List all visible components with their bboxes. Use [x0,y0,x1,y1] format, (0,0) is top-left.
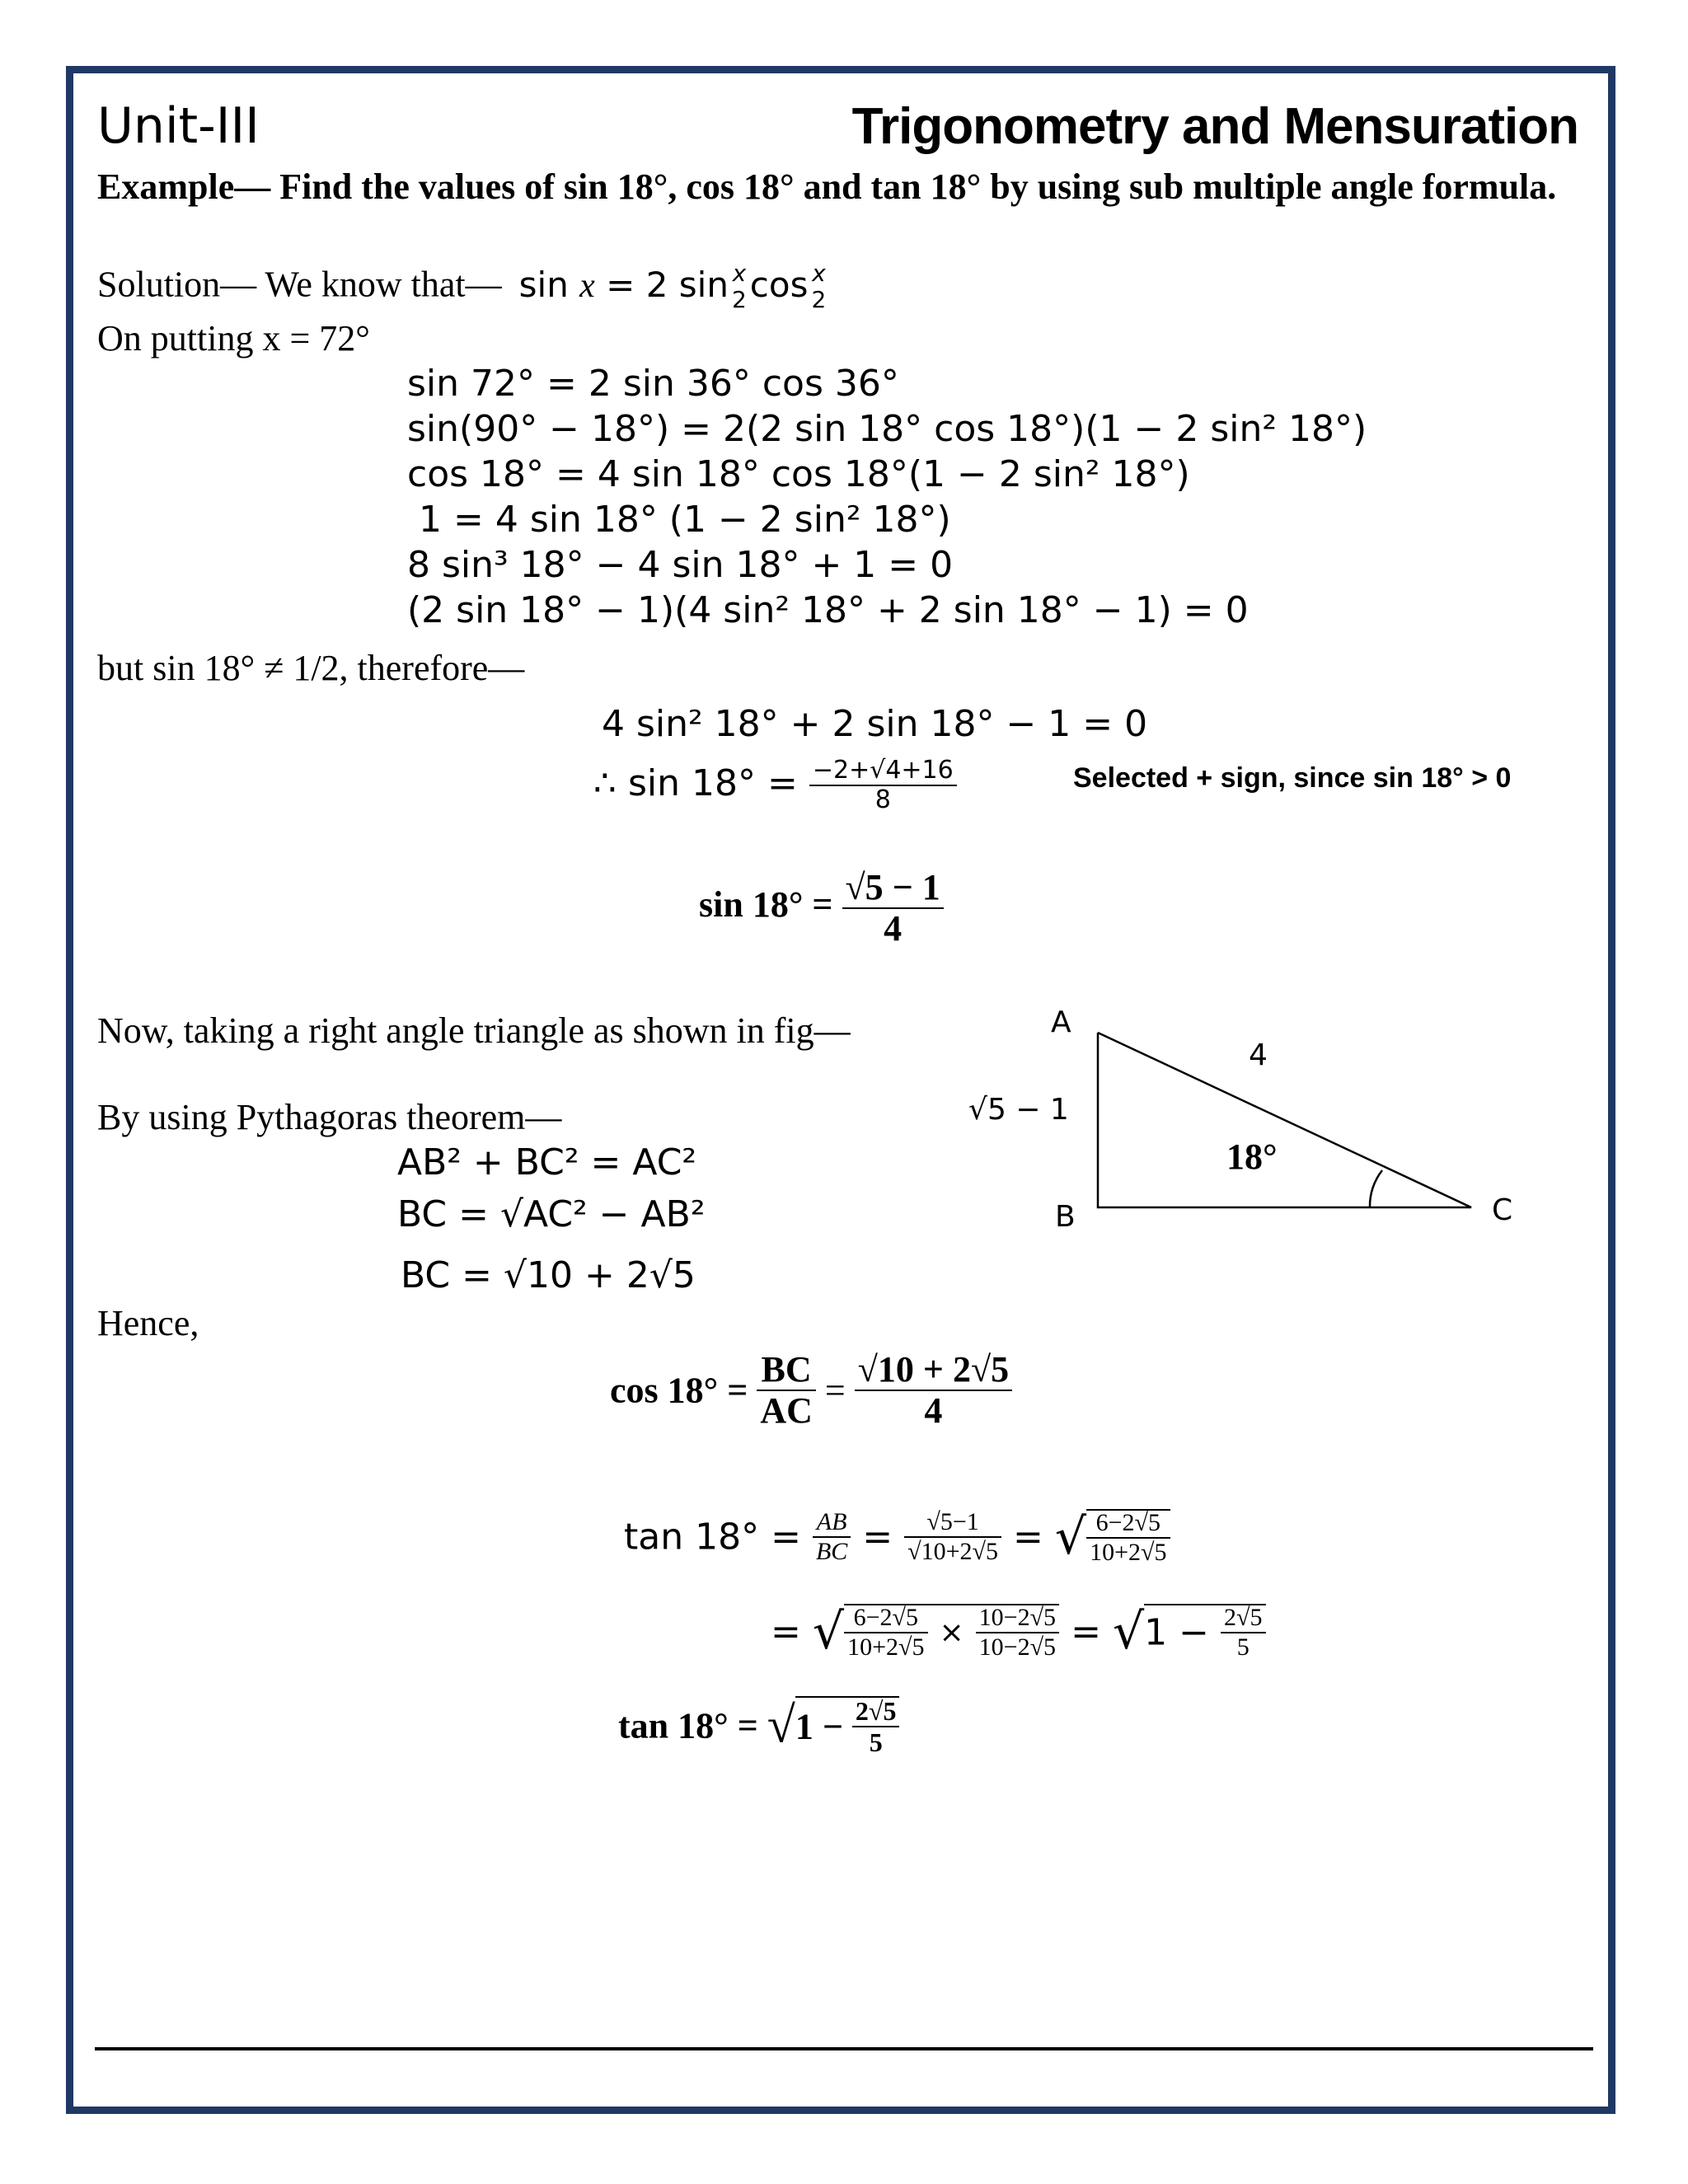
footer-rule [95,2047,1593,2050]
tan-d1-num: 6−2√5 [844,1605,927,1633]
tan-sqrt-product [844,1604,1059,1660]
sin-result-fraction [842,869,944,947]
triangle-intro: Now, taking a right angle triangle as shown in fig— [97,1010,851,1051]
tan-e-pre: 1 − [1144,1611,1210,1654]
vertex-a: A [1051,1005,1071,1039]
tan-frac-b [904,1510,1001,1564]
step-2: sin(90° − 18°) = 2(2 sin 18° cos 18°)(1 − 2 sin² 18°) [407,408,1367,450]
root-equation [593,758,957,813]
sqrt-sign: √ [1054,1508,1087,1566]
tan-frac-d2 [976,1605,1059,1660]
vertex-c: C [1492,1193,1513,1227]
sign-note: Selected + sign, since sin 18° > 0 [1073,762,1512,794]
sqrt-sign: √ [1112,1603,1145,1661]
tan-frac-c [1086,1509,1170,1565]
tan-c-num: 6−2√5 [1086,1511,1170,1539]
times-sign: × [939,1615,964,1650]
angle-arc [1370,1170,1382,1207]
hence-text: Hence, [97,1303,199,1343]
tan-c-den: 10+2√5 [1090,1539,1167,1566]
solution-intro-formula: sin x = 2 sin x 2 cos x 2 [518,260,827,313]
sqrt-sign: √ [812,1603,845,1661]
tan-line-1 [624,1508,1170,1566]
chapter-title: Trigonometry and Mensuration [851,98,1578,155]
right-triangle-figure [948,1005,1525,1253]
tan-eq-2: = [1013,1516,1043,1558]
tan-d2-num: 10−2√5 [976,1605,1059,1633]
tan-b-den: √10+2√5 [907,1538,999,1565]
sin-result [699,869,944,947]
sqrt-sign: √ [767,1697,795,1754]
pyth-eq-1: AB² + BC² = AC² [397,1141,697,1183]
tan-line-2 [771,1603,1266,1661]
tan-frac-e [1221,1605,1265,1660]
root-lhs: ∴ sin 18° = [593,762,798,804]
step-3: cos 18° = 4 sin 18° cos 18°(1 − 2 sin² 18°) [407,453,1190,495]
tan-a-num: AB [813,1510,851,1538]
triangle-outline [1098,1033,1471,1207]
cos-result [610,1349,1012,1431]
tan-final-num: 2√5 [852,1698,900,1727]
hypotenuse-label: 4 [1249,1038,1268,1072]
pythagoras-text: By using Pythagoras theorem— [97,1097,562,1137]
cos-equals: = [824,1370,846,1411]
tan-final [618,1696,899,1755]
cos-fraction-2 [855,1349,1012,1431]
unit-label: Unit-III [97,97,260,155]
tan-e-den: 5 [1236,1633,1250,1661]
tan-final-sqrt [795,1696,900,1755]
tan-final-den: 5 [869,1727,883,1757]
tan-d1-den: 10+2√5 [847,1633,925,1661]
sin-result-lhs: sin 18° = [699,884,833,926]
cos-f1-den: AC [760,1390,813,1431]
tan-e-num: 2√5 [1221,1605,1265,1633]
sin-result-numerator: √5 − 1 [842,869,944,909]
cos-f2-den: 4 [924,1390,943,1431]
but-text: but sin 18° ≠ 1/2, therefore— [97,648,525,688]
tan-frac-a [813,1510,851,1564]
quadratic: 4 sin² 18° + 2 sin 18° − 1 = 0 [602,703,1148,745]
tan-b-num: √5−1 [904,1510,1001,1538]
cos-fraction-1 [757,1349,816,1431]
sin-result-denominator: 4 [884,908,903,949]
root-denominator: 8 [874,785,891,814]
pyth-eq-2: BC = √AC² − AB² [397,1193,706,1235]
root-numerator: −2+√4+16 [809,758,957,786]
tan-lhs: tan 18° = [624,1516,801,1558]
tan-sqrt-e [1144,1604,1265,1660]
root-fraction [809,758,957,813]
cos-f2-num: √10 + 2√5 [855,1352,1012,1391]
pyth-eq-3: BC = √10 + 2√5 [401,1254,696,1296]
tan-frac-d1 [844,1605,927,1660]
tan-a-den: BC [815,1538,848,1565]
tan-final-pre: 1 − [795,1706,843,1747]
putting-text: On putting x = 72° [97,318,370,359]
solution-intro-text: Solution— We know that— [97,264,502,305]
tan-eq-1: = [862,1516,893,1558]
cos-lhs: cos 18° = [610,1370,748,1411]
step-6: (2 sin 18° − 1)(4 sin² 18° + 2 sin 18° − 1) = 0 [407,589,1249,631]
tan-d2-den: 10−2√5 [978,1633,1057,1661]
solution-intro [97,262,829,312]
angle-label: 18° [1226,1137,1278,1177]
tan-final-frac [852,1698,900,1755]
step-5: 8 sin³ 18° − 4 sin 18° + 1 = 0 [407,544,954,586]
tan-eq-4: = [1071,1610,1101,1653]
cos-f1-num: BC [757,1352,816,1391]
side-ab-label: √5 − 1 [968,1093,1069,1127]
tan-eq-3: = [771,1610,801,1653]
example-heading: Example— Find the values of sin 18°, cos 18° and tan 18° by using sub multiple angle formula. [97,166,1557,207]
vertex-b: B [1055,1200,1076,1234]
step-4: 1 = 4 sin 18° (1 − 2 sin² 18°) [419,499,951,541]
step-1: sin 72° = 2 sin 36° cos 36° [407,363,899,405]
tan-final-lhs: tan 18° = [618,1705,758,1746]
